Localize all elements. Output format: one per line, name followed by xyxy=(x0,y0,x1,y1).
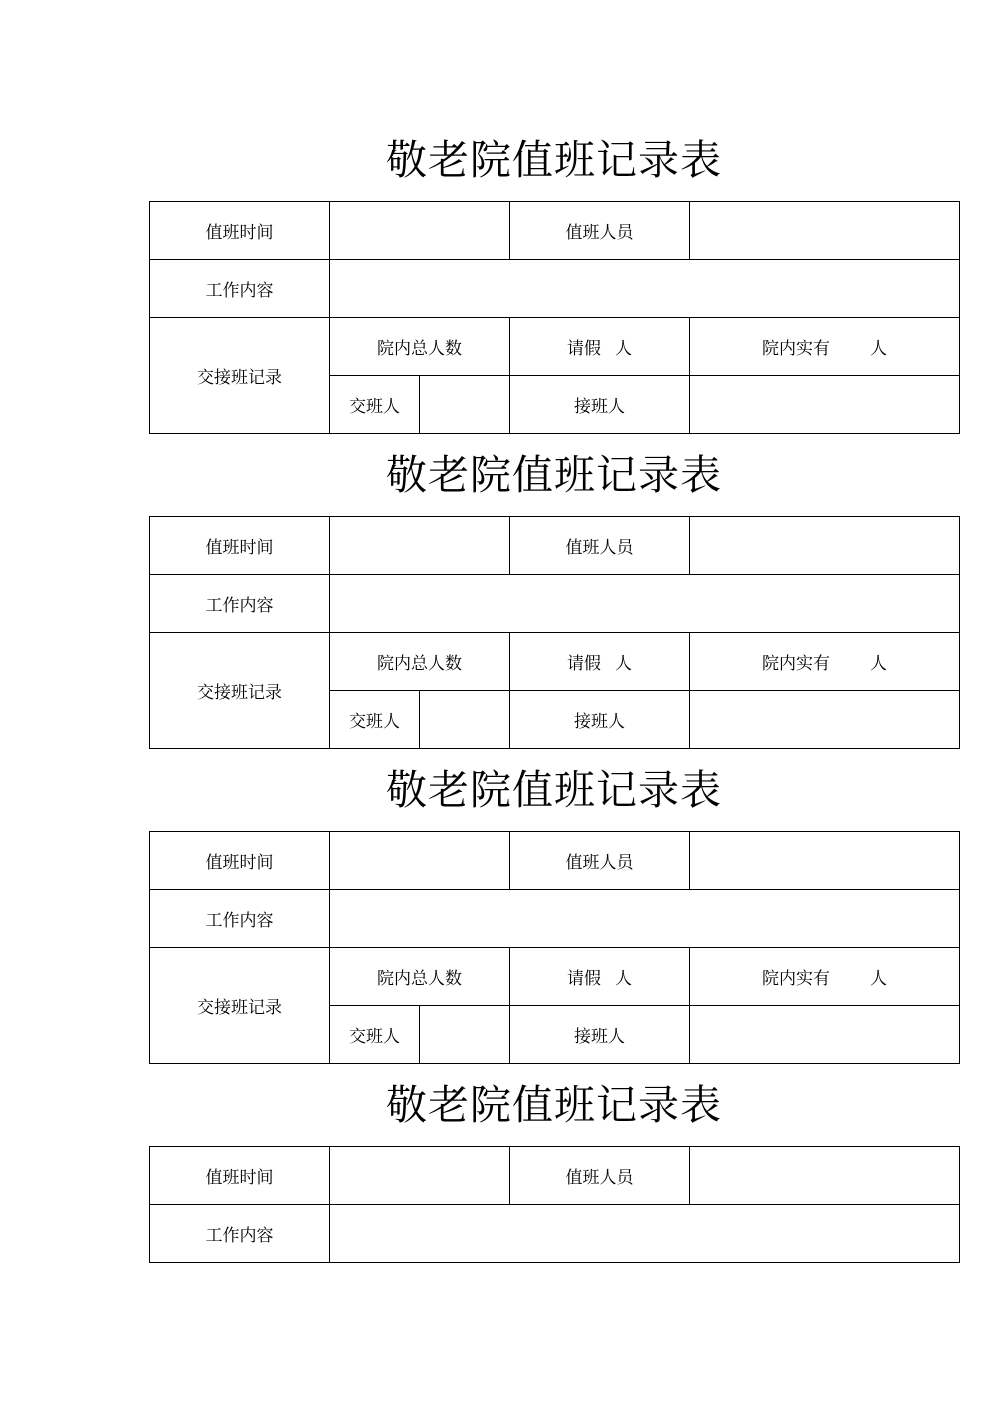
handover-receiver-label: 接班人 xyxy=(510,691,690,749)
handover-giver-label: 交班人 xyxy=(330,691,420,749)
actual-label: 院内实有 xyxy=(762,339,830,359)
work-content-field[interactable] xyxy=(330,890,960,948)
leave-count-cell[interactable] xyxy=(510,633,690,691)
actual-unit: 人 xyxy=(870,654,887,674)
total-residents-label: 院内总人数 xyxy=(330,633,510,691)
duty-staff-field[interactable] xyxy=(690,517,960,575)
handover-giver-field[interactable] xyxy=(420,376,510,434)
actual-label: 院内实有 xyxy=(762,969,830,989)
duty-staff-field[interactable] xyxy=(690,832,960,890)
handover-giver-field[interactable] xyxy=(420,1006,510,1064)
duty-record-table xyxy=(149,1146,960,1263)
duty-staff-label: 值班人员 xyxy=(510,517,690,575)
handover-record-label: 交接班记录 xyxy=(150,633,330,749)
handover-giver-label: 交班人 xyxy=(330,376,420,434)
work-content-label: 工作内容 xyxy=(150,1205,330,1263)
duty-staff-field[interactable] xyxy=(690,1147,960,1205)
duty-time-field[interactable] xyxy=(330,1147,510,1205)
leave-label: 请假 xyxy=(567,654,601,674)
actual-count-cell[interactable] xyxy=(690,633,960,691)
form-title: 敬老院值班记录表 xyxy=(386,451,722,499)
work-content-field[interactable] xyxy=(330,575,960,633)
handover-receiver-field[interactable] xyxy=(690,376,960,434)
duty-staff-label: 值班人员 xyxy=(510,832,690,890)
handover-receiver-label: 接班人 xyxy=(510,376,690,434)
handover-receiver-field[interactable] xyxy=(690,1006,960,1064)
leave-label: 请假 xyxy=(567,339,601,359)
duty-staff-label: 值班人员 xyxy=(510,202,690,260)
work-content-field[interactable] xyxy=(330,260,960,318)
duty-time-label: 值班时间 xyxy=(150,1147,330,1205)
duty-time-field[interactable] xyxy=(330,202,510,260)
form-title: 敬老院值班记录表 xyxy=(386,1081,722,1129)
duty-time-label: 值班时间 xyxy=(150,517,330,575)
form-title: 敬老院值班记录表 xyxy=(386,766,722,814)
work-content-field[interactable] xyxy=(330,1205,960,1263)
leave-unit: 人 xyxy=(615,654,632,674)
duty-time-label: 值班时间 xyxy=(150,202,330,260)
handover-record-label: 交接班记录 xyxy=(150,948,330,1064)
total-residents-label: 院内总人数 xyxy=(330,318,510,376)
leave-label: 请假 xyxy=(567,969,601,989)
duty-staff-field[interactable] xyxy=(690,202,960,260)
leave-unit: 人 xyxy=(615,969,632,989)
work-content-label: 工作内容 xyxy=(150,260,330,318)
actual-unit: 人 xyxy=(870,339,887,359)
duty-staff-label: 值班人员 xyxy=(510,1147,690,1205)
handover-giver-label: 交班人 xyxy=(330,1006,420,1064)
form-title: 敬老院值班记录表 xyxy=(386,136,722,184)
handover-receiver-label: 接班人 xyxy=(510,1006,690,1064)
handover-giver-field[interactable] xyxy=(420,691,510,749)
actual-label: 院内实有 xyxy=(762,654,830,674)
actual-unit: 人 xyxy=(870,969,887,989)
duty-time-label: 值班时间 xyxy=(150,832,330,890)
actual-count-cell[interactable] xyxy=(690,318,960,376)
handover-record-label: 交接班记录 xyxy=(150,318,330,434)
total-residents-label: 院内总人数 xyxy=(330,948,510,1006)
handover-receiver-field[interactable] xyxy=(690,691,960,749)
leave-count-cell[interactable] xyxy=(510,948,690,1006)
work-content-label: 工作内容 xyxy=(150,575,330,633)
leave-count-cell[interactable] xyxy=(510,318,690,376)
leave-unit: 人 xyxy=(615,339,632,359)
actual-count-cell[interactable] xyxy=(690,948,960,1006)
duty-time-field[interactable] xyxy=(330,517,510,575)
work-content-label: 工作内容 xyxy=(150,890,330,948)
duty-record-table xyxy=(149,831,960,1064)
duty-time-field[interactable] xyxy=(330,832,510,890)
duty-record-table xyxy=(149,201,960,434)
duty-record-table xyxy=(149,516,960,749)
